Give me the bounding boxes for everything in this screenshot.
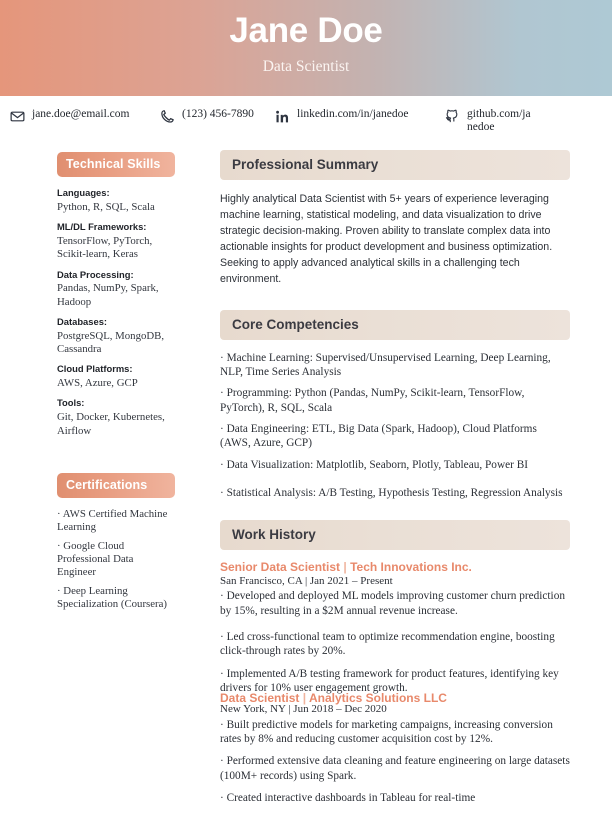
contact-linkedin-text: linkedin.com/in/janedoe	[297, 108, 409, 120]
skill-label: Databases:	[57, 315, 108, 327]
list-item: · AWS Certified Machine Learning	[57, 507, 168, 534]
work-history-entry	[220, 560, 570, 706]
skill-group-languages	[57, 187, 175, 214]
skill-value: Pandas, NumPy, Spark, Hadoop	[57, 282, 159, 308]
work-history-entry	[220, 703, 570, 805]
skill-group-tools	[57, 397, 175, 437]
section-heading-professional-summary: Professional Summary	[220, 150, 570, 180]
sidebar-heading-technical-skills: Technical Skills	[57, 152, 175, 177]
list-item: · Performed extensive data cleaning and feature engineering on large datasets (100M+ records) using Spark.	[220, 755, 570, 782]
section-heading-work-history: Work History	[220, 520, 570, 550]
skill-value: AWS, Azure, GCP	[57, 377, 138, 390]
list-item: · Machine Learning: Supervised/Unsupervised Learning, Deep Learning, NLP, Time Series Analysis	[220, 351, 551, 378]
skill-label: ML/DL Frameworks:	[57, 221, 147, 233]
page-subtitle: Data Scientist	[262, 58, 350, 75]
contact-bar	[0, 96, 612, 140]
skill-label: Cloud Platforms:	[57, 363, 133, 375]
list-item: · Programming: Python (Pandas, NumPy, Scikit-learn, TensorFlow, PyTorch), R, SQL, Scala	[220, 387, 525, 414]
contact-item-phone[interactable]	[160, 108, 254, 124]
summary-paragraph: Highly analytical Data Scientist with 5+ years of experience leveraging machine learning, statistical modeling, and data visualization to drive strategic decision-making. Proven ability to translate complex data into actionable insights for product development and business optimization. Seeking to apply advanced analytical skills in a challenging tech environment.	[220, 193, 553, 286]
skill-group-cloud-platforms	[57, 363, 175, 390]
phone-icon	[160, 109, 175, 124]
job-role: Data Scientist	[220, 691, 300, 706]
list-item: · Built predictive models for marketing campaigns, increasing conversion rates by 8% and reducing customer acquisition cost by 12%.	[220, 718, 553, 745]
skill-group-ml-frameworks	[57, 221, 175, 261]
header-banner	[0, 0, 612, 96]
sidebar-column	[57, 152, 175, 617]
list-item: · Deep Learning Specialization (Coursera)	[57, 584, 168, 611]
job-meta: San Francisco, CA | Jan 2021 – Present	[220, 575, 393, 588]
skill-value: PostgreSQL, MongoDB, Cassandra	[57, 329, 165, 355]
list-item: · Google Cloud Professional Data Engineer	[57, 539, 134, 579]
section-professional-summary	[220, 150, 570, 288]
job-separator: |	[343, 560, 347, 575]
contact-email-text: jane.doe@email.com	[32, 108, 130, 120]
list-item: · Implemented A/B testing framework for product features, identifying key drivers for 10% user engagement growth.	[220, 667, 559, 695]
job-role: Senior Data Scientist	[220, 560, 341, 575]
sidebar-spacer	[57, 445, 175, 473]
job-title	[220, 561, 570, 575]
list-item: · Statistical Analysis: A/B Testing, Hypothesis Testing, Regression Analysis	[220, 486, 563, 499]
job-company: Tech Innovations Inc.	[350, 560, 472, 575]
contact-phone-text: (123) 456-7890	[182, 108, 254, 120]
skill-value: TensorFlow, PyTorch, Scikit-learn, Keras	[57, 234, 153, 261]
github-icon	[445, 109, 460, 124]
section-work-history	[220, 520, 570, 805]
skill-value: Git, Docker, Kubernetes, Airflow	[57, 411, 165, 437]
contact-item-github[interactable]	[445, 108, 535, 134]
main-column	[220, 150, 570, 825]
skill-label: Tools:	[57, 397, 85, 409]
contact-item-linkedin[interactable]	[275, 108, 408, 124]
skill-value: Python, R, SQL, Scala	[57, 200, 155, 213]
section-heading-core-competencies: Core Competencies	[220, 310, 570, 340]
skill-label: Data Processing:	[57, 268, 134, 280]
envelope-icon	[10, 109, 25, 124]
job-separator: |	[302, 691, 307, 706]
list-item: · Led cross-functional team to optimize recommendation engine, boosting click-through rates by 20%.	[220, 631, 555, 658]
contact-item-email[interactable]	[10, 108, 129, 124]
list-item: · Created interactive dashboards in Tableau for real-time	[220, 792, 476, 805]
skill-group-data-processing	[57, 269, 175, 309]
contact-github-text: github.com/janedoe	[467, 108, 531, 133]
page-title: Jane Doe	[229, 11, 383, 50]
linkedin-icon	[275, 109, 290, 124]
skill-group-databases	[57, 316, 175, 356]
sidebar-heading-certifications: Certifications	[57, 473, 175, 498]
section-core-competencies	[220, 310, 570, 501]
list-item: · Data Engineering: ETL, Big Data (Spark, Hadoop), Cloud Platforms (AWS, Azure, GCP)	[220, 422, 537, 450]
job-meta: New York, NY | Jun 2018 – Dec 2020	[220, 703, 387, 716]
job-company: Analytics Solutions LLC	[308, 691, 447, 706]
skill-label: Languages:	[57, 187, 110, 198]
list-item: · Developed and deployed ML models improving customer churn prediction by 15%, resulting in a $2M annual revenue increase.	[220, 590, 565, 617]
list-item: · Data Visualization: Matplotlib, Seaborn, Plotly, Tableau, Power BI	[220, 458, 528, 471]
